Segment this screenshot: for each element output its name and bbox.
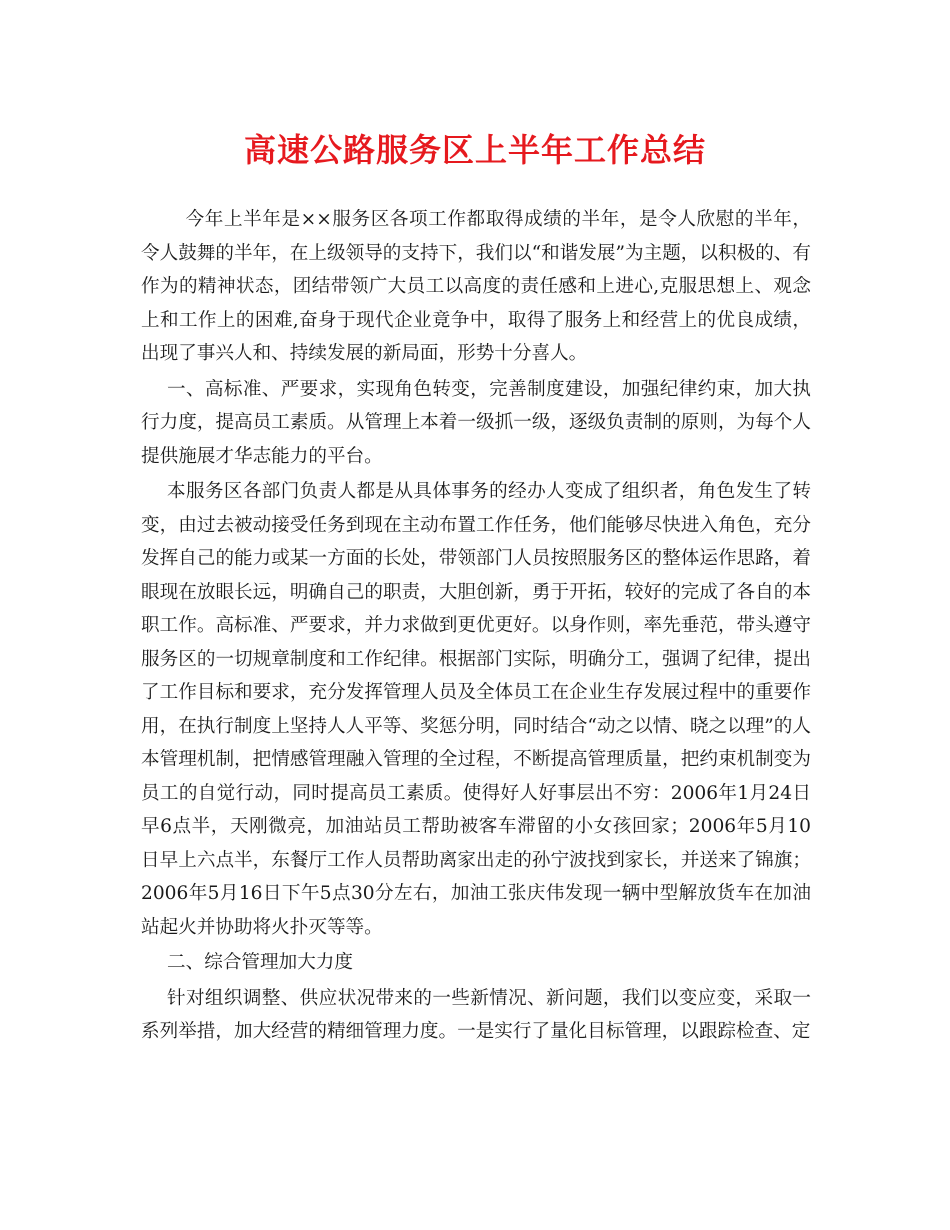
paragraph-section-one-heading: 一、高标准、严要求，实现角色转变，完善制度建设，加强纪律约束，加大执行力度，提高员工素质。从管理上本着一级抓一级，逐级负责制的原则，为每个人提供施展才华志能力的平台。 — [141, 378, 811, 467]
document-body — [141, 203, 811, 1049]
paragraph-section-one-body: 本服务区各部门负责人都是从具体事务的经办人变成了组织者，角色发生了转变，由过去被动接受任务到现在主动布置工作任务，他们能够尽快进入角色，充分发挥自己的能力或某一方面的长处，带领部门人员按照服务区的整体运作思路，着眼现在放眼长远，明确自己的职责，大胆创新，勇于开拓，较好的完成了各自的本职工作。高标准、严要求，并力求做到更优更好。以身作则，率先垂范，带头遵守服务区的一切规章制度和工作纪律。根据部门实际，明确分工，强调了纪律，提出了工作目标和要求，充分发挥管理人员及全体员工在企业生存发展过程中的重要作用，在执行制度上坚持人人平等、奖惩分明，同时结合“动之以情、晓之以理”的人本管理机制，把情感管理融入管理的全过程，不断提高管理质量，把约束机制变为员工的自觉行动，同时提高员工素质。使得好人好事层出不穷：2006年1月24日早6点半，天刚微亮，加油站员工帮助被客车滞留的小女孩回家；2006年5月10日早上六点半，东餐厅工作人员帮助离家出走的孙宁波找到家长，并送来了锦旗；2006年5月16日下午5点30分左右，加油工张庆伟发现一辆中型解放货车在加油站起火并协助将火扑灭等等。 — [141, 481, 811, 938]
document-title: 高速公路服务区上半年工作总结 — [243, 131, 706, 169]
paragraph-section-two-body: 针对组织调整、供应状况带来的一些新情况、新问题，我们以变应变，采取一系列举措，加大经营的精细管理力度。一是实行了量化目标管理，以跟踪检查、定 — [141, 987, 811, 1042]
paragraph-intro: 今年上半年是××服务区各项工作都取得成绩的半年，是令人欣慰的半年，令人鼓舞的半年，在上级领导的支持下，我们以“和谐发展”为主题，以积极的、有作为的精神状态，团结带领广大员工以高度的责任感和上进心,克服思想上、观念上和工作上的困难,奋身于现代企业竟争中，取得了服务上和经营上的优良成绩，出现了事兴人和、持续发展的新局面，形势十分喜人。 — [141, 209, 811, 364]
paragraph-section-two-heading: 二、综合管理加大力度 — [167, 952, 353, 973]
